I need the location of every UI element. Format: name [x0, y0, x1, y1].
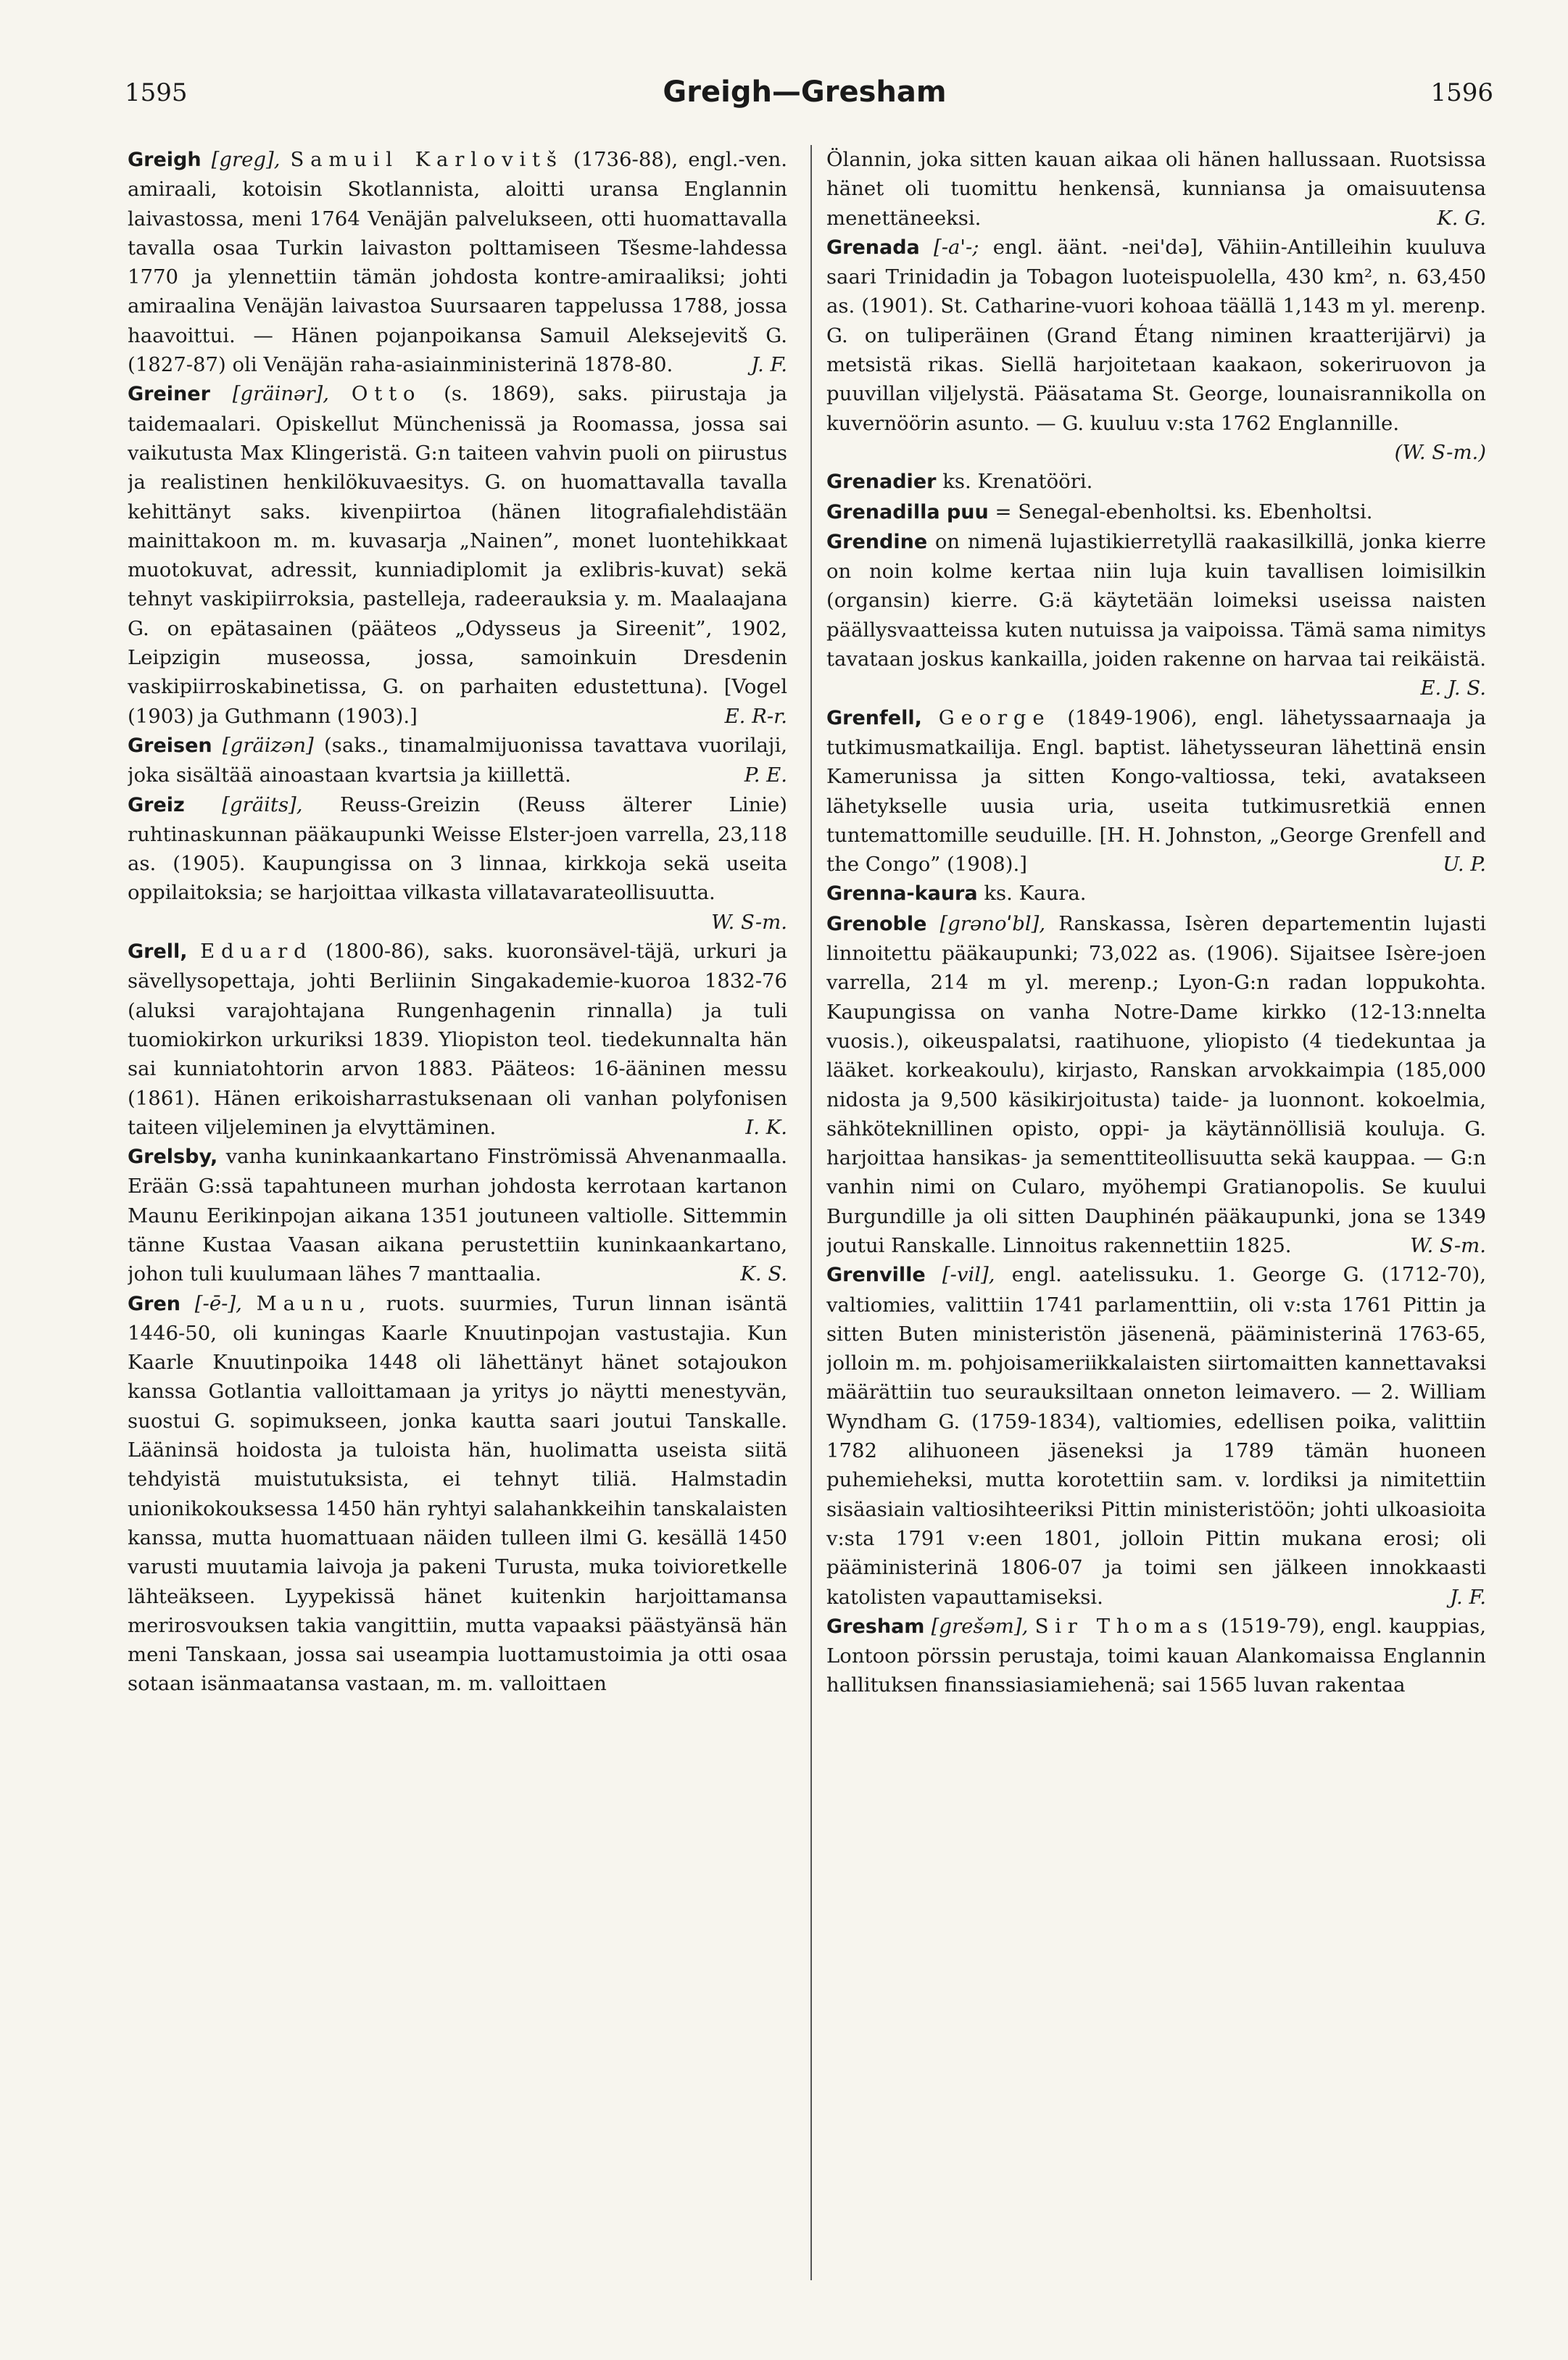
- entry-signature: E. R-r.: [724, 704, 787, 728]
- entry-signature: U. P.: [1443, 853, 1486, 877]
- entry-pronunciation: [greg],: [211, 148, 281, 171]
- dictionary-entry: [128, 731, 787, 790]
- entry-pronunciation: [-vil],: [942, 1263, 995, 1287]
- entry-pronunciation: [gräinər],: [232, 382, 330, 406]
- left-column: [128, 145, 787, 2291]
- entry-text: (1849-1906), engl. lähetyssaarnaaja ja tutkimusmatkailija. Engl. baptist. lähetysseuran lähettinä ensin Kamerunissa ja sitten Kongo-valtiossa, teki, avatakseen lähetykselle uusia uria, useita tutkimusretkiä ennen tuntemattomille seuduille. [H. H. Johnston, „George Grenfell and the Congo” (1908).]: [826, 705, 1486, 877]
- entry-headword: Grenadier: [826, 471, 937, 494]
- right-column: [826, 145, 1486, 2291]
- entry-text: on nimenä lujastikierretyllä raakasilkillä, jonka kierre on noin kolme kertaa niin luja kuin tavallisen loimisilkin (organsin) kierre. G:ä käytetään loimeksi useissa naisten päällysvaatteissa kuten nutuissa ja vaipoissa. Tämä sama nimitys tavataan joskus kankailla, joiden rakenne on harvaa tai reikäistä.: [826, 529, 1486, 671]
- entry-pronunciation: [gräizən]: [222, 733, 314, 757]
- dictionary-entry: [826, 467, 1486, 497]
- entry-signature: W. S-m.: [711, 910, 787, 934]
- entry-text: vanha kuninkaankartano Finströmissä Ahvenanmaalla. Erään G:ssä tapahtuneen murhan johdosta kerrotaan kartanon Maunu Eerikinpojan aikana 1351 joutuneen valtiolle. Sittemmin tänne Kustaa Vaasan aikana perustettiin kuninkaankartano, johon tuli kuulumaan lähes 7 manttaalia.: [128, 1145, 787, 1286]
- entry-headword: Grenoble: [826, 912, 927, 935]
- entry-person-name: Otto: [351, 382, 422, 406]
- dictionary-entry: [826, 879, 1486, 908]
- dictionary-entry: [826, 145, 1486, 233]
- entry-signature: P. E.: [744, 763, 787, 787]
- entry-text: ruots. suurmies, Turun linnan isäntä 1446-50, oli kuningas Kaarle Knuutinpojan vastustajia. Kun Kaarle Knuutinpoika 1448 oli lähettänyt hänet sotajoukon kanssa Gotlantia valloittamaan ja yritys jo näytti menestyvän, suostui G. sopimukseen, jonka kautta saari joutui Tanskalle. Lääninsä hoidosta ja tuloista hän, huolimatta useista siitä tehdyistä muistutuksista, ei tehnyt tiliä. Halmstadin unionikokouksessa 1450 hän ryhtyi salahankkeihin tanskalaisten kanssa, mutta huomattuaan näiden tulleen ilmi G. kesällä 1450 varusti muutamia laivoja ja pakeni Turusta, muka toivioretkelle lähteäkseen. Lyypekissä hänet kuitenkin harjoittamansa merirosvouksen takia vangittiin, mutta vapaaksi päästyänsä hän meni Tanskaan, jossa sai useampia luottamustoimia ja otti osaa sotaan isänmaatansa vastaan, m. m. valloittaen: [128, 1291, 787, 1696]
- entry-headword: Grenfell,: [826, 706, 922, 729]
- entry-headword: Grelsby,: [128, 1146, 218, 1169]
- entry-headword: Grenada: [826, 236, 920, 259]
- dictionary-entry: [826, 527, 1486, 703]
- dictionary-entry: [128, 379, 787, 731]
- entry-text: engl. äänt. -nei'də], Vähiin-Antilleihin kuuluva saari Trinidadin ja Tobagon luoteispuolella, 430 km², n. 63,450 as. (1901). St. Catharine-vuori kohoaa täällä 1,143 m yl. merenp. G. on tuliperäinen (Grand Étang niminen kraatterijärvi) ja metsistä rikas. Siellä harjoitetaan kaakaon, sokeriruovon ja puuvillan viljelystä. Pääsatama St. George, lounaisrannikolla on kuvernöörin asunto. — G. kuuluu v:sta 1762 Englannille.: [826, 235, 1486, 435]
- entry-text: = Senegal-ebenholtsi. ks. Ebenholtsi.: [995, 500, 1373, 523]
- running-title: Greigh—Gresham: [663, 75, 947, 109]
- entry-text: (saks., tinamalmijuonissa tavattava vuorilaji, joka sisältää ainoastaan kvartsia ja kiillettä.: [128, 733, 787, 787]
- dictionary-entry: [128, 145, 787, 379]
- dictionary-entry: [826, 1260, 1486, 1612]
- entry-signature: I. K.: [745, 1115, 787, 1139]
- entry-headword: Greisen: [128, 734, 212, 757]
- entry-pronunciation: [grešəm],: [931, 1614, 1029, 1638]
- entry-pronunciation: [-ē-],: [194, 1291, 242, 1315]
- entry-signature: J. F.: [1450, 1585, 1486, 1609]
- entry-text: ks. Kaura.: [984, 882, 1087, 906]
- entry-headword: Greiner: [128, 383, 210, 406]
- entry-headword: Grendine: [826, 530, 928, 553]
- entry-text: engl. aatelissuku. 1. George G. (1712-70), valtiomies, valittiin 1741 parlamenttiin, oli v:sta 1761 Pittin ja sitten Buten ministeristön jäsenenä, pääministerinä 1763-65, jolloin m. m. pohjoisameriikkalaisten siirtomaitten kannettavaksi määrättiin tuo seurauksiltaan onneton leimavero. — 2. William Wyndham G. (1759-1834), valtiomies, edellisen poika, valittiin 1782 alihuoneen jäseneksi ja 1789 tämän huoneen puhemieheksi, mutta korotettiin sam. v. lordiksi ja nimitettiin sisäasiain valtiosihteeriksi Pittin ministeristöön; johti ulkoasioita v:sta 1791 v:een 1801, jolloin Pittin mukana erosi; oli pääministerinä 1806-07 ja toimi sen jälkeen innokkaasti katolisten vapauttamiseksi.: [826, 1263, 1486, 1609]
- dictionary-entry: [826, 909, 1486, 1261]
- entry-text: Reuss-Greizin (Reuss älterer Linie) ruhtinaskunnan pääkaupunki Weisse Elster-joen varrella, 23,118 as. (1905). Kaupungissa on 3 linnaa, kirkkoja sekä useita oppilaitoksia; se harjoittaa vilkasta villatavarateollisuutta.: [128, 792, 787, 905]
- dictionary-entry: [826, 497, 1486, 527]
- entry-text: ks. Krenatööri.: [942, 470, 1093, 494]
- dictionary-entry: [826, 703, 1486, 879]
- entry-signature: J. F.: [751, 353, 787, 377]
- entry-headword: Grenadilla puu: [826, 500, 989, 523]
- entry-signature: E. J. S.: [1420, 676, 1486, 700]
- entry-person-name: Sir Thomas: [1034, 1614, 1214, 1638]
- dictionary-entry: [128, 937, 787, 1142]
- entry-pronunciation: [grənoˈbl],: [939, 911, 1046, 935]
- entry-signature: (W. S-m.): [1394, 440, 1486, 464]
- entry-headword: Gresham: [826, 1615, 925, 1638]
- dictionary-entry: [128, 1289, 787, 1699]
- entry-person-name: George: [938, 705, 1051, 729]
- entry-text: (1800-86), saks. kuoronsävel-täjä, urkuri ja sävellysopettaja, johti Berliinin Singakademie-kuoroa 1832-76 (aluksi varajohtajana Rungenhagenin rinnalla) ja tuli tuomiokirkon urkuriksi 1839. Yliopiston teol. tiedekunnalta hän sai kunniatohtorin arvon 1883. Pääteos: 16-ääninen messu (1861). Hänen erikoisharrastuksenaan oli vanhan polyfonisen taiteen viljeleminen ja elvyttäminen.: [128, 940, 787, 1139]
- entry-pronunciation: [-a'-;: [934, 235, 979, 259]
- entry-pronunciation: [gräits],: [222, 792, 303, 816]
- entry-headword: Grenna-kaura: [826, 882, 978, 906]
- entry-text: Ölannin, joka sitten kauan aikaa oli hänen hallussaan. Ruotsissa hänet oli tuomittu henkensä, kunniansa ja omaisuutensa menettäneeksi.: [826, 148, 1486, 230]
- entry-text: (1736-88), engl.-ven. amiraali, kotoisin Skotlannista, aloitti uransa Englannin laivastossa, meni 1764 Venäjän palvelukseen, otti huomattavalla tavalla osaa Turkin laivaston polttamiseen Tšesme-lahdessa 1770 ja ylennettiin tämän johdosta kontre-amiraaliksi; johti amiraalina Venäjän laivastoa Suursaaren tappelussa 1788, jossa haavoittui. — Hänen pojanpoikansa Samuil Aleksejevitš G. (1827-87) oli Venäjän raha-asiainministerinä 1878-80.: [128, 148, 787, 377]
- column-divider: [810, 145, 812, 2280]
- entry-signature: K. S.: [740, 1262, 787, 1286]
- entry-headword: Gren: [128, 1292, 181, 1315]
- entry-text: Ranskassa, Isèren departementin lujasti linnoitettu pääkaupunki; 73,022 as. (1906). Sijaitsee Isère-joen varrella, 214 m yl. merenp.; Lyon-G:n radan loppukohta. Kaupungissa on vanha Notre-Dame kirkko (12-13:nnelta vuosis.), oikeuspalatsi, raatihuone, yliopisto (4 tiedekuntaa ja lääket. korkeakoulu), kirjasto, Ranskan arvokkaimpia (185,000 nidosta ja 9,500 käsikirjoitusta) taide- ja luonnont. kokoelmia, sähköteknillinen opisto, oppi- ja käytännöllisiä kouluja. G. harjoittaa hansikas- ja sementtiteollisuutta sekä kauppaa. — G:n vanhin nimi on Cularo, myöhempi Gratianopolis. Se kuului Burgundille ja oli sitten Dauphinén pääkaupunki, jona se 1349 joutui Ranskalle. Linnoitus rakennettiin 1825.: [826, 911, 1486, 1257]
- entry-signature: W. S-m.: [1410, 1233, 1486, 1257]
- entry-headword: Grell,: [128, 940, 188, 964]
- page-number-left: 1595: [125, 78, 188, 107]
- dictionary-entry: [128, 1142, 787, 1288]
- dictionary-entry: [826, 233, 1486, 467]
- entry-headword: Greigh: [128, 149, 202, 171]
- page-number-right: 1596: [1430, 78, 1493, 107]
- entry-signature: K. G.: [1437, 206, 1486, 230]
- entry-headword: Grenville: [826, 1264, 926, 1287]
- entry-headword: Greiz: [128, 793, 185, 816]
- dictionary-entry: [128, 790, 787, 937]
- entry-person-name: Samuil Karlovitš: [290, 148, 563, 171]
- entry-text: (s. 1869), saks. piirustaja ja taidemaalari. Opiskellut Münchenissä ja Roomassa, jossa sai vaikutusta Max Klingeristä. G:n taiteen vahvin puoli on piirustus ja realistinen henkilökuvaesitys. G. on huomattavalla tavalla kehittänyt saks. kivenpiirtoa (hänen litografialehdistään mainittakoon m. m. kuvasarja „Nainen”, monet luontehikkaat muotokuvat, adressit, kunniadiplomit ja exlibris-kuvat) sekä tehnyt vaskipiirroksia, pastelleja, radeerauksia y. m. Maalaajana G. on epätasainen (pääteos „Odysseus ja Sireenit”, 1902, Leipzigin museossa, jossa, samoinkuin Dresdenin vaskipiirroskabinetissa, G. on parhaiten edustettuna). [Vogel (1903) ja Guthmann (1903).]: [128, 382, 787, 728]
- page-header: [109, 75, 1501, 122]
- entry-text: (1519-79), engl. kauppias, Lontoon pörssin perustaja, toimi kauan Alankomaissa Englannin hallituksen finanssiasiamiehenä; sai 1565 luvan rakentaa: [826, 1614, 1486, 1697]
- entry-person-name: Maunu,: [256, 1291, 372, 1315]
- entry-person-name: Eduard: [200, 940, 313, 964]
- dictionary-entry: [826, 1612, 1486, 1700]
